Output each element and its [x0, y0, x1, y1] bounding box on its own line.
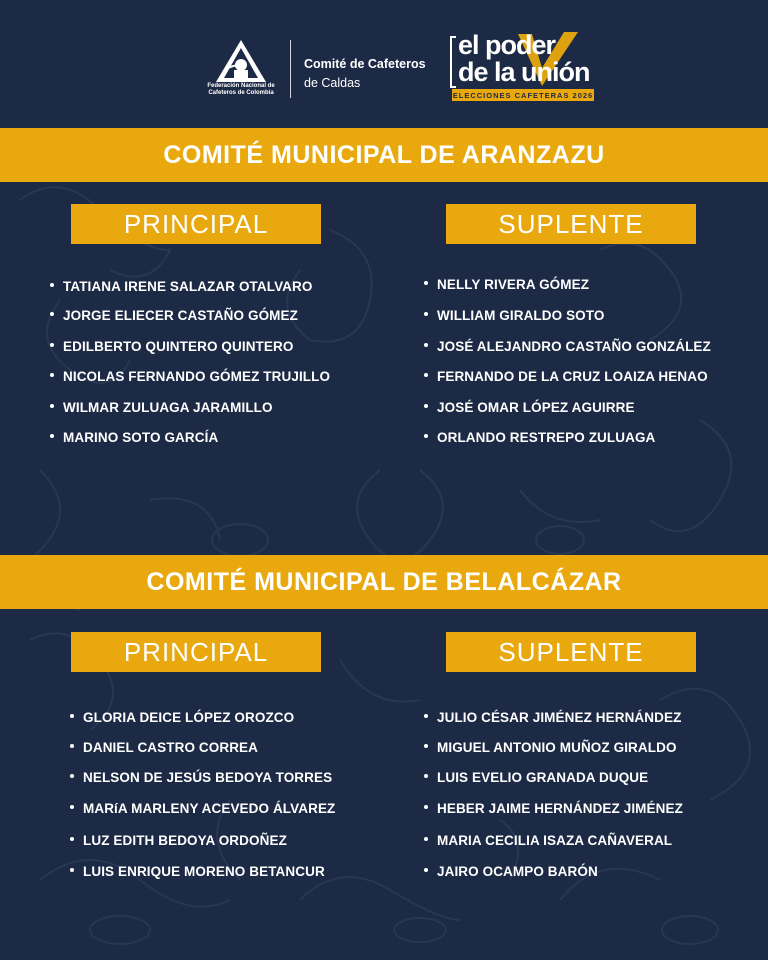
- header: [0, 0, 768, 128]
- fnc-name: [196, 83, 286, 97]
- list-item: JOSÉ OMAR LÓPEZ AGUIRRE: [424, 400, 635, 415]
- principal-label-belalcazar: PRINCIPAL: [71, 632, 321, 672]
- list-item: NICOLAS FERNANDO GÓMEZ TRUJILLO: [50, 369, 330, 384]
- committee-name-line2: de Caldas: [304, 76, 361, 90]
- list-item: DANIEL CASTRO CORREA: [70, 740, 258, 755]
- list-item: GLORIA DEICE LÓPEZ OROZCO: [70, 710, 294, 725]
- section-banner-aranzazu: COMITÉ MUNICIPAL DE ARANZAZU: [0, 128, 768, 182]
- suplente-label-belalcazar: SUPLENTE: [446, 632, 696, 672]
- list-item: MARIA CECILIA ISAZA CAÑAVERAL: [424, 833, 672, 848]
- list-item: WILLIAM GIRALDO SOTO: [424, 308, 605, 323]
- list-item: JORGE ELIECER CASTAÑO GÓMEZ: [50, 308, 298, 323]
- campaign-title-line2: de la unión: [458, 57, 590, 87]
- section-banner-belalcazar: COMITÉ MUNICIPAL DE BELALCÁZAR: [0, 555, 768, 609]
- list-item: HEBER JAIME HERNÁNDEZ JIMÉNEZ: [424, 801, 683, 816]
- list-item: FERNANDO DE LA CRUZ LOAIZA HENAO: [424, 369, 708, 384]
- campaign-tagline: ELECCIONES CAFETERAS 2026: [452, 90, 594, 100]
- list-item: EDILBERTO QUINTERO QUINTERO: [50, 339, 293, 354]
- principal-label-aranzazu: PRINCIPAL: [71, 204, 321, 244]
- list-item: LUIS EVELIO GRANADA DUQUE: [424, 770, 648, 785]
- list-item: WILMAR ZULUAGA JARAMILLO: [50, 400, 273, 415]
- committee-name-line1: Comité de Cafeteros: [304, 57, 426, 71]
- list-item: TATIANA IRENE SALAZAR OTALVARO: [50, 279, 312, 294]
- list-item: JAIRO OCAMPO BARÓN: [424, 864, 598, 879]
- list-item: JOSÉ ALEJANDRO CASTAÑO GONZÁLEZ: [424, 339, 711, 354]
- fnc-name-line1: Federación Nacional de: [207, 83, 275, 89]
- list-item: ORLANDO RESTREPO ZULUAGA: [424, 430, 655, 445]
- list-item: MARíA MARLENY ACEVEDO ÁLVAREZ: [70, 801, 335, 816]
- list-item: JULIO CÉSAR JIMÉNEZ HERNÁNDEZ: [424, 710, 681, 725]
- list-item: NELLY RIVERA GÓMEZ: [424, 277, 589, 292]
- list-item: MIGUEL ANTONIO MUÑOZ GIRALDO: [424, 740, 677, 755]
- list-item: NELSON DE JESÚS BEDOYA TORRES: [70, 770, 332, 785]
- fnc-name-line2: Cafeteros de Colombia: [208, 90, 274, 96]
- suplente-label-aranzazu: SUPLENTE: [446, 204, 696, 244]
- list-item: LUIS ENRIQUE MORENO BETANCUR: [70, 864, 325, 879]
- campaign-title-line1: el poder: [458, 30, 556, 60]
- list-item: LUZ EDITH BEDOYA ORDOÑEZ: [70, 833, 287, 848]
- header-divider: [290, 40, 291, 98]
- campaign-bracket: [450, 36, 456, 88]
- list-item: MARINO SOTO GARCÍA: [50, 430, 218, 445]
